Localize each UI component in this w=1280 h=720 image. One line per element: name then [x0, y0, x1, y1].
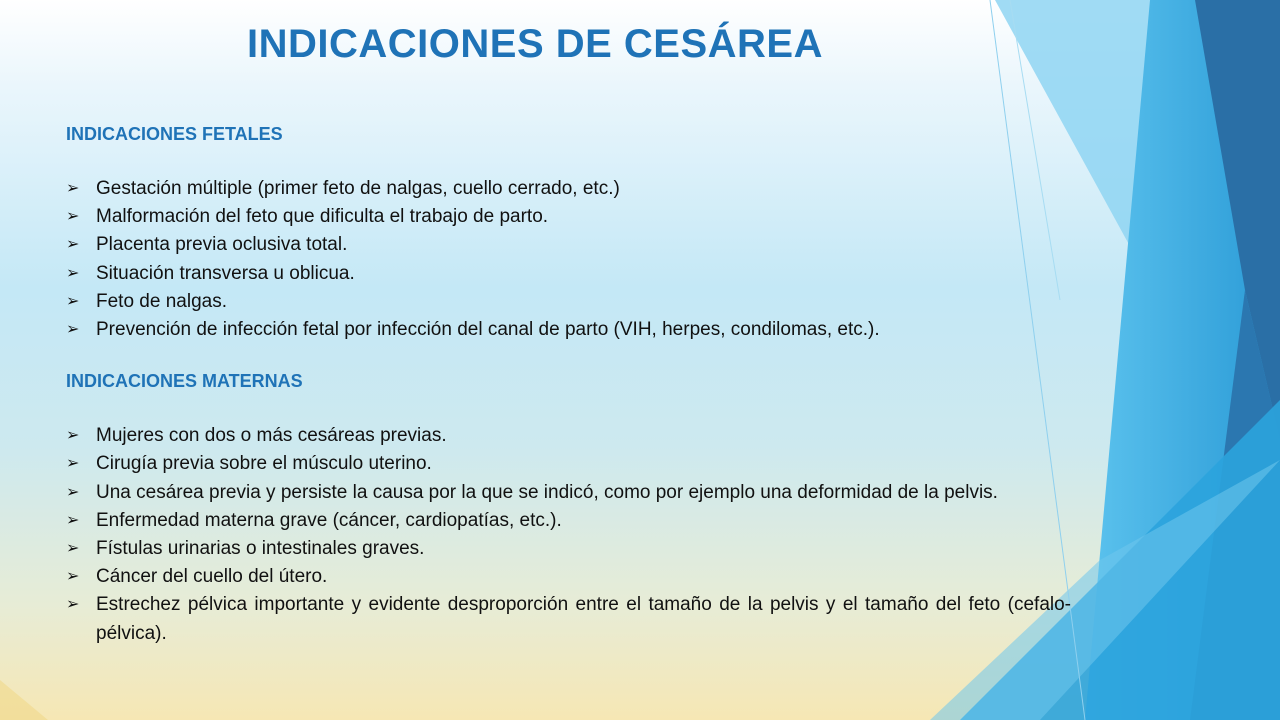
list-item — [66, 535, 1071, 563]
facet-bottom-left — [0, 680, 48, 720]
arrow-bullet-icon: ➢ — [66, 264, 80, 282]
list-item-text: Fístulas urinarias o intestinales graves. — [96, 538, 425, 560]
list-item — [66, 563, 1071, 591]
arrow-bullet-icon: ➢ — [66, 568, 80, 586]
list-item — [66, 450, 1071, 478]
list-item-text: Placenta previa oclusiva total. — [96, 234, 348, 256]
list-item-text: Una cesárea previa y persiste la causa por la que se indicó, como por ejemplo una deformidad de la pelvis. — [96, 481, 998, 503]
list-item-text: Situación transversa u oblicua. — [96, 262, 355, 284]
list-item — [66, 288, 1071, 316]
arrow-bullet-icon: ➢ — [66, 455, 80, 473]
list-item-text: Gestación múltiple (primer feto de nalgas, cuello cerrado, etc.) — [96, 178, 620, 199]
section-heading: INDICACIONES MATERNAS — [66, 371, 303, 392]
page-title: INDICACIONES DE CESÁREA — [246, 22, 823, 66]
list-item — [66, 591, 1071, 647]
list-item-text: Cirugía previa sobre el músculo uterino. — [96, 453, 432, 475]
section-heading: INDICACIONES FETALES — [66, 124, 283, 144]
section-fetales — [66, 121, 1071, 344]
list-item — [66, 175, 1071, 203]
list-item-text: Malformación del feto que dificulta el trabajo de parto. — [96, 206, 549, 228]
arrow-bullet-icon: ➢ — [66, 511, 80, 529]
list-item-text: Estrechez pélvica importante y evidente desproporción entre el tamaño de la pelvis y el tamaño del feto (cefalo-pélvica). — [96, 594, 1071, 644]
list-item-text: Feto de nalgas. — [96, 290, 227, 312]
list-item — [66, 203, 1071, 231]
arrow-bullet-icon: ➢ — [66, 596, 80, 614]
list-item-text: Cáncer del cuello del útero. — [96, 566, 328, 588]
list-item — [66, 231, 1071, 259]
list-item-text: Mujeres con dos o más cesáreas previas. — [96, 425, 447, 447]
bullet-list — [66, 422, 1071, 648]
list-item — [66, 260, 1071, 288]
arrow-bullet-icon: ➢ — [66, 292, 80, 310]
list-item — [66, 479, 1071, 507]
arrow-bullet-icon: ➢ — [66, 236, 80, 254]
list-item — [66, 422, 1071, 450]
arrow-bullet-icon: ➢ — [66, 208, 80, 226]
list-item — [66, 316, 1071, 344]
list-item-text: Prevención de infección fetal por infección del canal de parto (VIH, herpes, condilomas, etc.). — [96, 319, 880, 341]
bullet-list — [66, 175, 1071, 344]
section-maternas — [66, 368, 1071, 648]
arrow-bullet-icon: ➢ — [66, 540, 80, 558]
arrow-bullet-icon: ➢ — [66, 483, 80, 501]
list-item-text: Enfermedad materna grave (cáncer, cardiopatías, etc.). — [96, 509, 562, 531]
arrow-bullet-icon: ➢ — [66, 180, 80, 197]
arrow-bullet-icon: ➢ — [66, 321, 80, 339]
list-item — [66, 507, 1071, 535]
arrow-bullet-icon: ➢ — [66, 427, 80, 445]
content — [66, 121, 1071, 648]
